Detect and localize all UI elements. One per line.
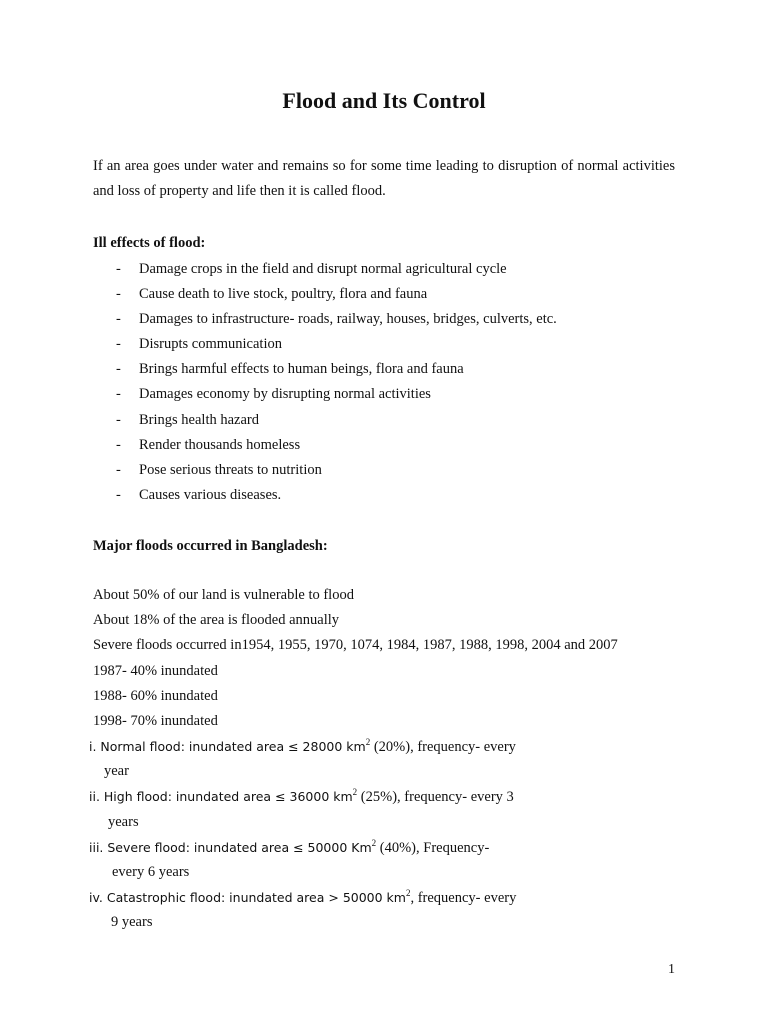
page-title: Flood and Its Control [282,88,486,113]
superscript: 2 [365,737,371,747]
list-item [116,408,557,433]
effect-text: Damage crops in the field and disrupt normal agricultural cycle [139,261,507,277]
effect-text: Pose serious threats to nutrition [139,461,322,478]
fact-line: 1988- 60% inundated [93,687,218,704]
flood-facts [93,583,618,734]
effect-text: Damages to infrastructure- roads, railway, houses, bridges, culverts, etc. [139,311,557,328]
fact-line: About 50% of our land is vulnerable to flood [93,587,354,603]
list-item [116,458,557,483]
effect-text: Damages economy by disrupting normal activities [139,386,431,403]
intro-paragraph: If an area goes under water and remains so for some time leading to disruption of normal activities and loss of property and life then it is called flood. [93,158,675,199]
fact-line: 1987- 40% inundated [93,662,218,679]
level-continuation: 9 years [111,914,153,931]
list-item [116,282,557,307]
bullet-dash: - [116,311,121,328]
level-label: iv. Catastrophic flood: inundated area > 50000 km [89,890,406,906]
level-line [89,784,516,809]
bullet-dash: - [116,486,121,503]
bullet-dash: - [116,361,121,378]
list-item [116,483,557,508]
superscript: 2 [371,837,377,848]
effect-text: Causes various diseases. [139,486,282,503]
fact-line: Severe floods occurred in1954, 1955, 1970, 1074, 1984, 1987, 1988, 1998, 2004 and 2007 [93,637,618,654]
effect-text: Disrupts communication [139,336,282,353]
bullet-dash: - [116,386,121,403]
level-continuation: every 6 years [112,863,190,880]
level-line [89,885,516,910]
level-rest: (40%), Frequency- [376,839,490,856]
bullet-dash: - [116,411,121,428]
list-item [116,257,557,282]
effect-text: Cause death to live stock, poultry, flora and fauna [139,286,428,303]
level-label: i. Normal flood: inundated area ≤ 28000 km [89,739,366,754]
level-rest: (25%), frequency- every 3 [357,789,514,806]
list-item [116,357,557,382]
floods-heading: Major floods occurred in Bangladesh: [93,538,328,554]
fact-line: 1998- 70% inundated [93,712,218,729]
list-item [116,307,557,332]
bullet-dash: - [116,261,121,277]
effect-text: Brings health hazard [139,411,259,428]
level-rest: , frequency- every [410,890,517,907]
level-line [89,734,516,759]
superscript: 2 [352,787,358,798]
level-label: ii. High flood: inundated area ≤ 36000 km [89,789,353,805]
effect-text: Render thousands homeless [139,436,301,453]
effects-heading: Ill effects of flood: [93,235,206,251]
fact-line: About 18% of the area is flooded annually [93,612,340,629]
page-number: 1 [668,962,675,977]
level-continuation: year [104,763,129,780]
bullet-dash: - [116,336,121,353]
bullet-dash: - [116,436,121,453]
list-item [116,433,557,458]
flood-levels [89,734,516,936]
list-item [116,382,557,407]
level-label: iii. Severe flood: inundated area ≤ 50000 Km [89,839,372,855]
effect-text: Brings harmful effects to human beings, flora and fauna [139,361,464,378]
level-line [89,835,516,860]
bullet-dash: - [116,286,121,303]
level-rest: (20%), frequency- every [370,739,516,755]
superscript: 2 [405,888,411,899]
list-item [116,332,557,357]
level-continuation: years [108,813,139,830]
effects-list [116,257,557,508]
bullet-dash: - [116,461,121,478]
